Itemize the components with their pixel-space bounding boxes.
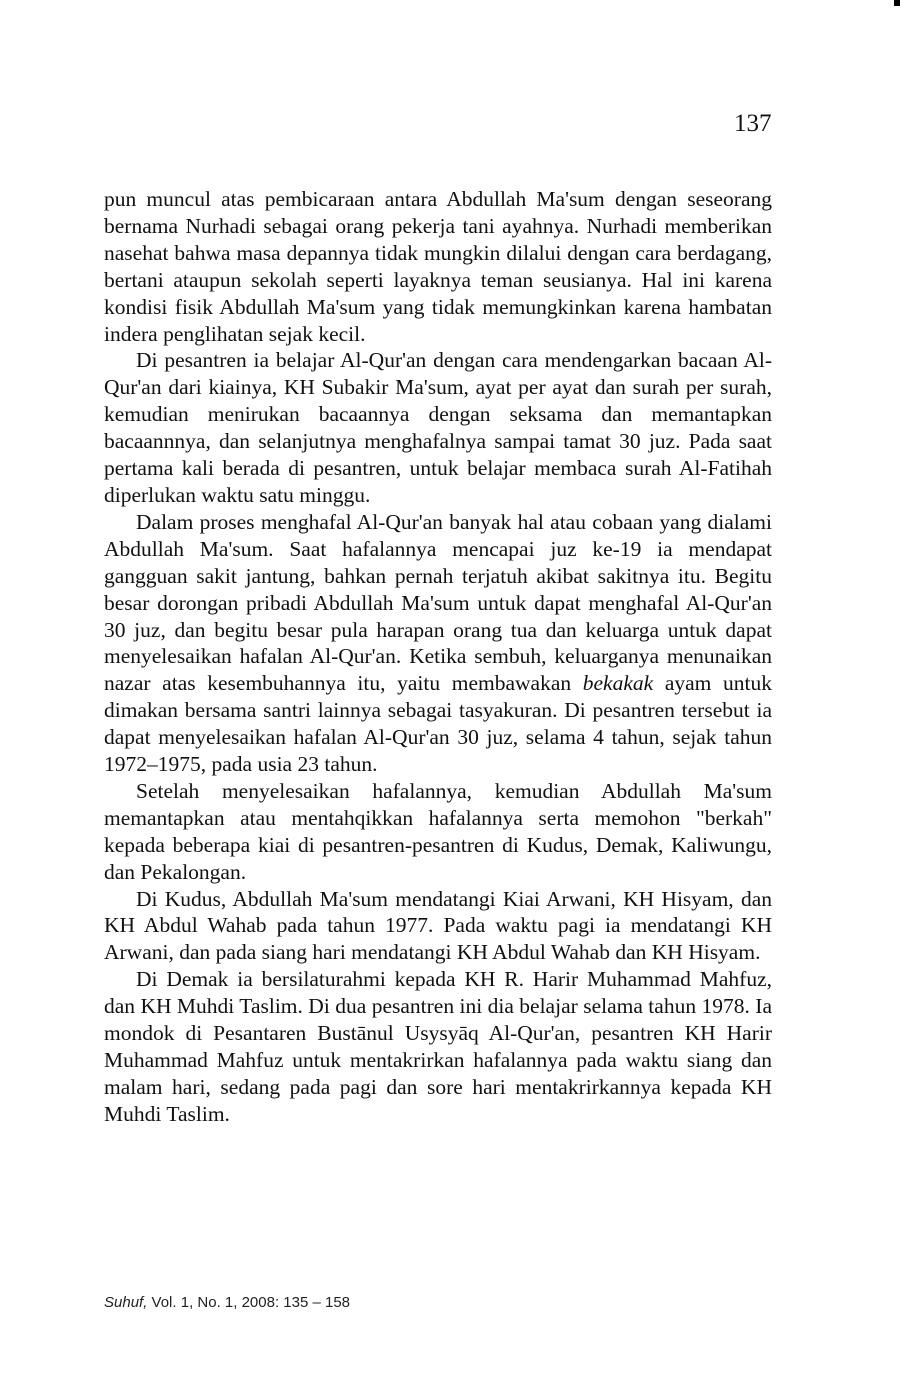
paragraph-4: Setelah menyelesaikan hafalannya, kemudian Abdullah Ma'sum memantapkan atau mentahqikkan hafalannya serta memohon "berkah" kepada beberapa kiai di pesantren-pesantren di Kudus, Demak, Kaliwungu, dan Pekalongan. bbox=[104, 778, 772, 884]
italic-term: bekakak bbox=[582, 671, 654, 696]
paragraph-2: Di pesantren ia belajar Al-Qur'an dengan cara mendengarkan bacaan Al-Qur'an dari kiainya, KH Subakir Ma'sum, ayat per ayat dan surah per surah, kemudian menirukan bacaannya dengan seksama dan memantapkan bacaannnya, dan selanjutnya menghafalnya sampai tamat 30 juz. Pada saat pertama kali berada di pesantren, untuk belajar membaca surah Al-Fatihah diperlukan waktu satu minggu. bbox=[104, 348, 772, 507]
footer-volume-info: Vol. 1, No. 1, 2008: 135 – 158 bbox=[147, 1294, 351, 1311]
paragraph-3-part-1: Dalam proses menghafal Al-Qur'an banyak hal atau cobaan yang dialami Abdullah Ma'sum. Saat hafalannya mencapai juz ke-19 ia mendapat gangguan sakit jantung, bahkan pernah terjatuh akibat sakitnya itu. Begitu besar dorongan pribadi Abdullah Ma'sum untuk dapat menghafal Al-Qur'an 30 juz, dan begitu besar pula harapan orang tua dan keluarga untuk dapat menyelesaikan hafalan Al-Qur'an. Ketika sembuh, keluarganya menunaikan nazar atas kesembuhannya itu, yaitu membawakan bbox=[104, 509, 772, 696]
footer-citation bbox=[104, 1294, 350, 1311]
paragraph-6: Di Demak ia bersilaturahmi kepada KH R. Harir Muhammad Mahfuz, dan KH Muhdi Taslim. Di dua pesantren ini dia belajar selama tahun 1978. Ia mondok di Pesantaren Bustānul Usysyāq Al-Qur'an, pesantren KH Harir Muhammad Mahfuz untuk mentakrirkan hafalannya pada waktu siang dan malam hari, sedang pada pagi dan sore hari mentakrirkannya kepada KH Muhdi Taslim. bbox=[104, 967, 772, 1126]
paragraph-3 bbox=[104, 509, 772, 778]
paragraph-1: pun muncul atas pembicaraan antara Abdullah Ma'sum dengan seseorang bernama Nurhadi sebagai orang pekerja tani ayahnya. Nurhadi memberikan nasehat bahwa masa depannya tidak mungkin dilalui dengan cara berdagang, bertani ataupun sekolah seperti layaknya teman seusianya. Hal ini karena kondisi fisik Abdullah Ma'sum yang tidak memungkinkan karena hambatan indera penglihatan sejak kecil. bbox=[104, 187, 772, 346]
body-text bbox=[104, 186, 772, 1128]
page-number: 137 bbox=[734, 110, 772, 137]
scan-corner-mark bbox=[894, 0, 900, 6]
footer-journal-name: Suhuf, bbox=[104, 1294, 148, 1311]
paragraph-3-part-2: ayam untuk dimakan bersama santri lainnya sebagai tasyakuran. Di pesantren tersebut ia dapat menyelesaikan hafalan Al-Qur'an 30 juz, selama 4 tahun, sejak tahun 1972–1975, pada usia 23 tahun. bbox=[104, 671, 772, 777]
paragraph-5: Di Kudus, Abdullah Ma'sum mendatangi Kiai Arwani, KH Hisyam, dan KH Abdul Wahab pada tahun 1977. Pada waktu pagi ia mendatangi KH Arwani, dan pada siang hari mendatangi KH Abdul Wahab dan KH Hisyam. bbox=[104, 886, 772, 965]
